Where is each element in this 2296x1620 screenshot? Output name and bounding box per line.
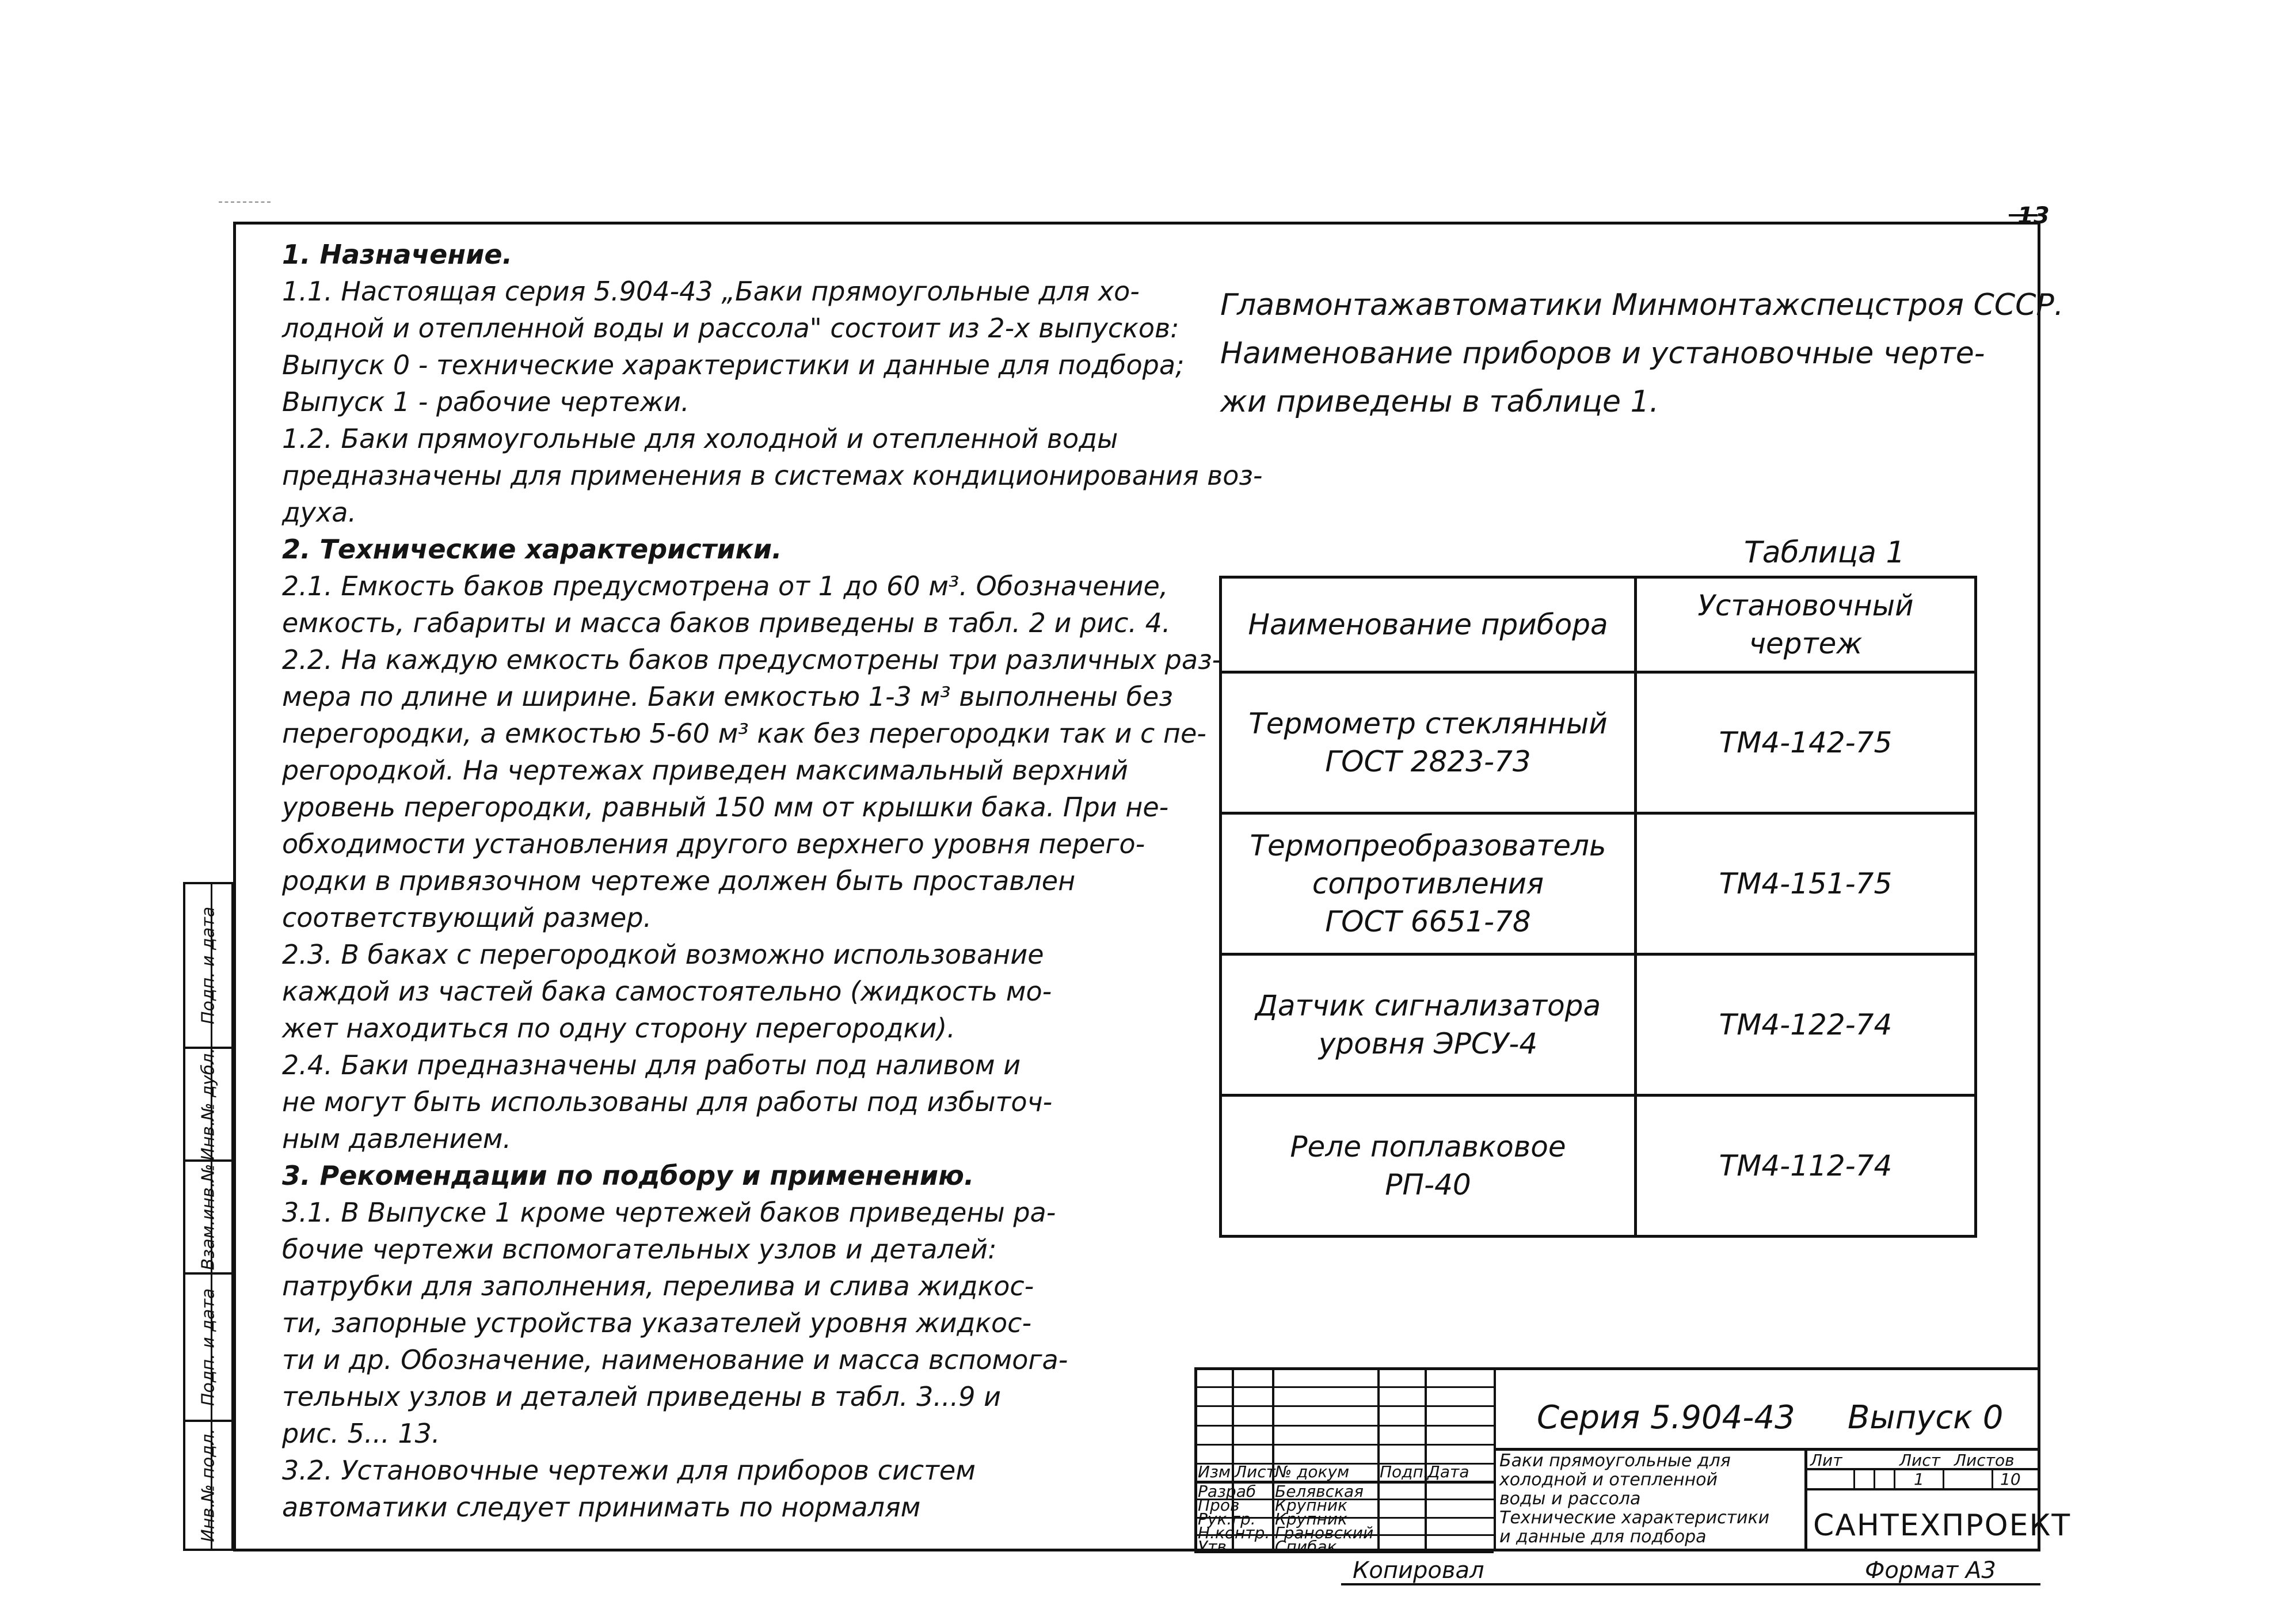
drawing-title-line: воды и рассола	[1499, 1489, 1641, 1509]
text-line: рис. 5... 13.	[282, 1418, 440, 1449]
drawing-title-line: Технические характеристики	[1499, 1508, 1770, 1528]
col-header: Подп.	[1380, 1462, 1429, 1481]
organization-name: САНТЕХПРОЕКТ	[1813, 1508, 2072, 1543]
text-line: автоматики следует принимать по нормалям	[282, 1492, 921, 1523]
right-text	[1220, 281, 2064, 426]
role-label: Н.контр.	[1198, 1523, 1270, 1542]
side-stamp	[183, 882, 235, 1551]
title-block-line	[1194, 1425, 1494, 1427]
role-label: Рук.гр.	[1198, 1509, 1256, 1528]
col-header: Изм	[1198, 1462, 1231, 1481]
issue-label: Выпуск 0	[1848, 1399, 2004, 1436]
title-block-line	[1874, 1468, 1875, 1488]
lit-header: Лит	[1810, 1451, 1842, 1470]
role-label: Утв.	[1198, 1537, 1232, 1556]
col-header: № докум	[1275, 1462, 1350, 1481]
cell-line: РП-40	[1385, 1168, 1471, 1201]
bottom-line	[1341, 1583, 2040, 1585]
text-line: каждой из частей бака самостоятельно (жидкость мо-	[282, 976, 1052, 1007]
text-line: 2.1. Емкость баков предусмотрена от 1 до 60 м³. Обозначение,	[282, 571, 1168, 602]
title-block-line	[1272, 1367, 1274, 1551]
cell-line: Термометр стеклянный	[1248, 707, 1608, 740]
side-cell-replace-inv	[183, 1159, 234, 1275]
table-cell-name	[1221, 813, 1636, 954]
role-label: Разраб	[1198, 1482, 1256, 1501]
text-line: уровень перегородки, равный 150 мм от крышки бака. При не-	[282, 792, 1169, 823]
text-line: тельных узлов и деталей приведены в табл. 3...9 и	[282, 1381, 1001, 1412]
person-name: Белявская	[1275, 1482, 1364, 1501]
text-line: регородкой. На чертежах приведен максимальный верхний	[282, 755, 1128, 786]
text-line: 3. Рекомендации по подбору и применению.	[282, 1160, 974, 1191]
corner-mark	[219, 201, 271, 203]
person-name: Крупник	[1275, 1509, 1347, 1528]
sheets-header: Листов	[1954, 1451, 2015, 1470]
table-row	[1221, 954, 1976, 1096]
side-label: Инв.№ дубл.	[198, 1048, 219, 1161]
table-caption: Таблица 1	[1744, 535, 1905, 570]
drawing-title-line: и данные для подбора	[1499, 1527, 1707, 1547]
table-row	[1221, 1096, 1976, 1237]
sheets-value: 10	[2000, 1470, 2021, 1489]
text-line: обходимости установления другого верхнего уровня перего-	[282, 828, 1145, 860]
title-block-line	[1894, 1468, 1895, 1488]
sheet-header: Лист	[1899, 1451, 1940, 1470]
title-block-line	[1194, 1367, 1197, 1551]
text-line: 2.4. Баки предназначены для работы под наливом и	[282, 1049, 1021, 1081]
table-cell-name	[1221, 954, 1636, 1096]
side-cell-orig-inv	[183, 1420, 234, 1551]
text-line: Выпуск 0 - технические характеристики и данные для подбора;	[282, 349, 1185, 381]
format-label: Формат А3	[1865, 1557, 1996, 1584]
text-line: соответствующий размер.	[282, 902, 652, 933]
table-cell-name	[1221, 1096, 1636, 1237]
role-label: Пров	[1198, 1496, 1240, 1515]
text-line: Выпуск 1 - рабочие чертежи.	[282, 386, 690, 417]
side-label: Инв.№ подл.	[198, 1428, 219, 1542]
cell-line: сопротивления	[1312, 867, 1544, 900]
table-header-drawing: Установочный чертеж	[1636, 577, 1976, 672]
text-line: перегородки, а емкостью 5-60 м³ как без перегородки так и с пе-	[282, 718, 1206, 749]
text-line: бочие чертежи вспомогательных узлов и деталей:	[282, 1234, 997, 1265]
text-line: Главмонтажавтоматики Минмонтажспецстроя СССР.	[1220, 288, 2064, 322]
text-line: ти, запорные устройства указателей уровня жидкос-	[282, 1307, 1032, 1338]
person-name: Спибак	[1275, 1537, 1337, 1556]
title-block-line	[1194, 1386, 1494, 1388]
title-block-line	[1194, 1367, 1494, 1369]
table-header-name: Наименование прибора	[1221, 577, 1636, 672]
text-line: жи приведены в таблице 1.	[1220, 385, 1659, 419]
text-line: мера по длине и ширине. Баки емкостью 1-3 м³ выполнены без	[282, 681, 1173, 712]
side-label: Подп. и дата	[198, 1288, 219, 1406]
title-block-line	[1377, 1367, 1380, 1551]
text-line: Наименование приборов и установочные черте-	[1220, 336, 1985, 371]
title-block-line	[1853, 1468, 1855, 1488]
side-cell-sign-date-1	[183, 882, 234, 1049]
col-header: Дата	[1427, 1462, 1469, 1481]
text-line: 1.2. Баки прямоугольные для холодной и отепленной воды	[282, 423, 1118, 454]
text-line: 3.2. Установочные чертежи для приборов систем	[282, 1455, 976, 1486]
series-label: Серия 5.904-43	[1537, 1399, 1795, 1436]
title-block-line	[1494, 1367, 1496, 1551]
drawing-title-line: Баки прямоугольные для	[1499, 1451, 1731, 1471]
text-line: 3.1. В Выпуске 1 кроме чертежей баков приведены ра-	[282, 1197, 1056, 1228]
text-line: емкость, габариты и масса баков приведены в табл. 2 и рис. 4.	[282, 607, 1171, 638]
person-name: Крупник	[1275, 1496, 1347, 1515]
title-block-line	[1804, 1448, 1807, 1551]
text-line: родки в привязочном чертеже должен быть проставлен	[282, 865, 1076, 896]
text-line: ти и др. Обозначение, наименование и масса вспомога-	[282, 1344, 1068, 1375]
cell-line: Датчик сигнализатора	[1255, 989, 1601, 1022]
cell-line: ГОСТ 6651-78	[1325, 905, 1531, 938]
table-cell-drawing: ТМ4-151-75	[1636, 813, 1976, 954]
text-line: 2.3. В баках с перегородкой возможно использование	[282, 939, 1044, 970]
text-line: 1. Назначение.	[282, 239, 513, 270]
text-line: духа.	[282, 497, 357, 528]
text-line: патрубки для заполнения, перелива и слива жидкос-	[282, 1271, 1034, 1302]
table-cell-drawing: ТМ4-122-74	[1636, 954, 1976, 1096]
table-cell-drawing: ТМ4-112-74	[1636, 1096, 1976, 1237]
title-block-line	[1943, 1468, 1944, 1488]
sheet-value: 1	[1914, 1470, 1924, 1489]
instruments-table	[1219, 576, 1977, 1238]
cell-line: Термопреобразователь	[1250, 829, 1606, 862]
copied-label: Копировал	[1353, 1557, 1484, 1584]
text-line: не могут быть использованы для работы под избыточ-	[282, 1086, 1053, 1117]
sheet-number: 13	[2017, 203, 2050, 229]
side-cell-dup-inv	[183, 1047, 234, 1162]
title-block-line	[1194, 1405, 1494, 1407]
text-line: 1.1. Настоящая серия 5.904-43 „Баки прямоугольные для хо-	[282, 276, 1140, 307]
side-cell-sign-date-2	[183, 1272, 234, 1422]
text-line: лодной и отепленной воды и рассола" состоит из 2-х выпусков:	[282, 313, 1179, 344]
text-line: ным давлением.	[282, 1123, 512, 1154]
title-block-line	[1194, 1551, 1494, 1553]
col-header: Лист	[1235, 1462, 1275, 1481]
table-row	[1221, 813, 1976, 954]
cell-line: уровня ЭРСУ-4	[1318, 1027, 1538, 1060]
text-line: жет находиться по одну сторону перегородки).	[282, 1013, 955, 1044]
person-name: Грановский	[1275, 1523, 1374, 1542]
table-row	[1221, 672, 1976, 813]
drawing-title-line: холодной и отепленной	[1499, 1470, 1718, 1490]
side-label: Взам.инв.№	[198, 1163, 219, 1271]
text-line: 2.2. На каждую емкость баков предусмотрены три различных раз-	[282, 644, 1222, 675]
table-cell-name	[1221, 672, 1636, 813]
side-label: Подп. и дата	[198, 906, 219, 1025]
title-block-line	[1425, 1367, 1427, 1551]
title-block-line	[1992, 1468, 1993, 1488]
text-line: 2. Технические характеристики.	[282, 534, 782, 565]
table-cell-drawing: ТМ4-142-75	[1636, 672, 1976, 813]
text-line: предназначены для применения в системах кондиционирования воз-	[282, 460, 1263, 491]
cell-line: Реле поплавковое	[1290, 1130, 1566, 1163]
cell-line: ГОСТ 2823-73	[1325, 745, 1531, 778]
table-header-row	[1221, 577, 1976, 672]
title-block-line	[1194, 1444, 1494, 1446]
